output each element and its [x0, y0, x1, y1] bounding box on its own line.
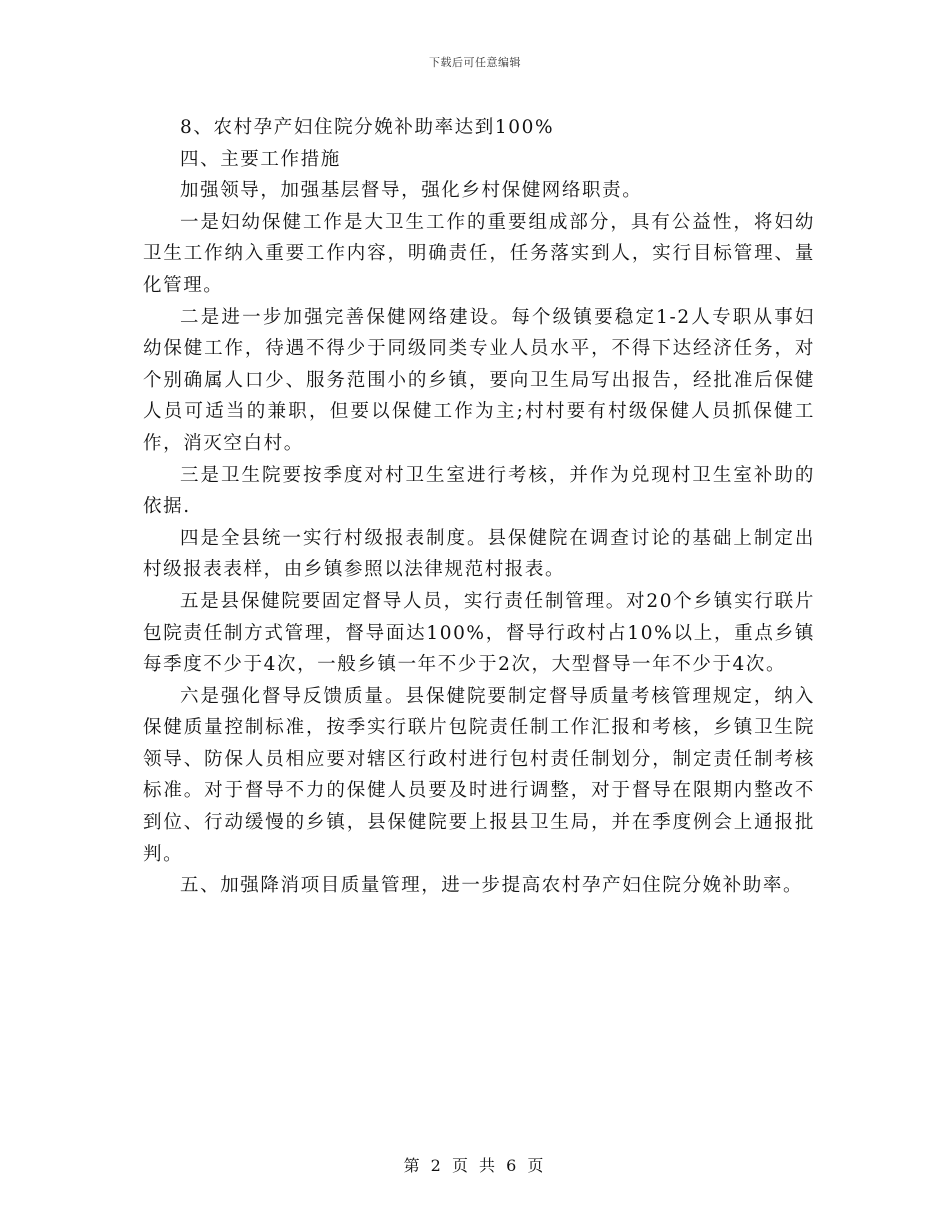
paragraph-measure-5: 五是县保健院要固定督导人员，实行责任制管理。对20个乡镇实行联片包院责任制方式管理，督导面达100%，督导行政村占10%以上，重点乡镇每季度不少于4次，一般乡镇一年不少于2次，大型督导一年不少于4次。 [143, 590, 815, 676]
paragraph-measure-3: 三是卫生院要按季度对村卫生室进行考核，并作为兑现村卫生室补助的依据. [143, 464, 815, 518]
page-footer: 第 2 页 共 6 页 [403, 1156, 547, 1175]
page-header: 下载后可任意编辑 [429, 56, 521, 69]
paragraph-measure-4: 四是全县统一实行村级报表制度。县保健院在调查讨论的基础上制定出村级报表表样，由乡镇参照以法律规范村报表。 [143, 527, 815, 581]
paragraph-measure-6: 六是强化督导反馈质量。县保健院要制定督导质量考核管理规定，纳入保健质量控制标准，按季实行联片包院责任制工作汇报和考核，乡镇卫生院领导、防保人员相应要对辖区行政村进行包村责任制划分，制定责任制考核标准。对于督导不力的保健人员要及时进行调整，对于督导在限期内整改不到位、行动缓慢的乡镇，县保健院要上报县卫生局，并在季度例会上通报批判。 [143, 685, 815, 865]
paragraph-leadership: 加强领导，加强基层督导，强化乡村保健网络职责。 [180, 180, 643, 202]
paragraph-measure-1: 一是妇幼保健工作是大卫生工作的重要组成部分，具有公益性，将妇幼卫生工作纳入重要工作内容，明确责任，任务落实到人，实行目标管理、量化管理。 [143, 211, 815, 296]
document-body [143, 112, 815, 902]
paragraph-measure-2: 二是进一步加强完善保健网络建设。每个级镇要稳定1-2人专职从事妇幼保健工作，待遇不得少于同级同类专业人员水平，不得下达经济任务，对个别确属人口少、服务范围小的乡镇，要向卫生局写出报告，经批准后保健人员可适当的兼职，但要以保健工作为主;村村要有村级保健人员抓保健工作，消灭空白村。 [143, 306, 815, 454]
section-heading-quality: 五、加强降消项目质量管理，进一步提高农村孕产妇住院分娩补助率。 [180, 875, 804, 897]
paragraph-item-8: 8、农村孕产妇住院分娩补助率达到100% [180, 117, 555, 138]
section-heading-measures: 四、主要工作措施 [180, 148, 341, 170]
